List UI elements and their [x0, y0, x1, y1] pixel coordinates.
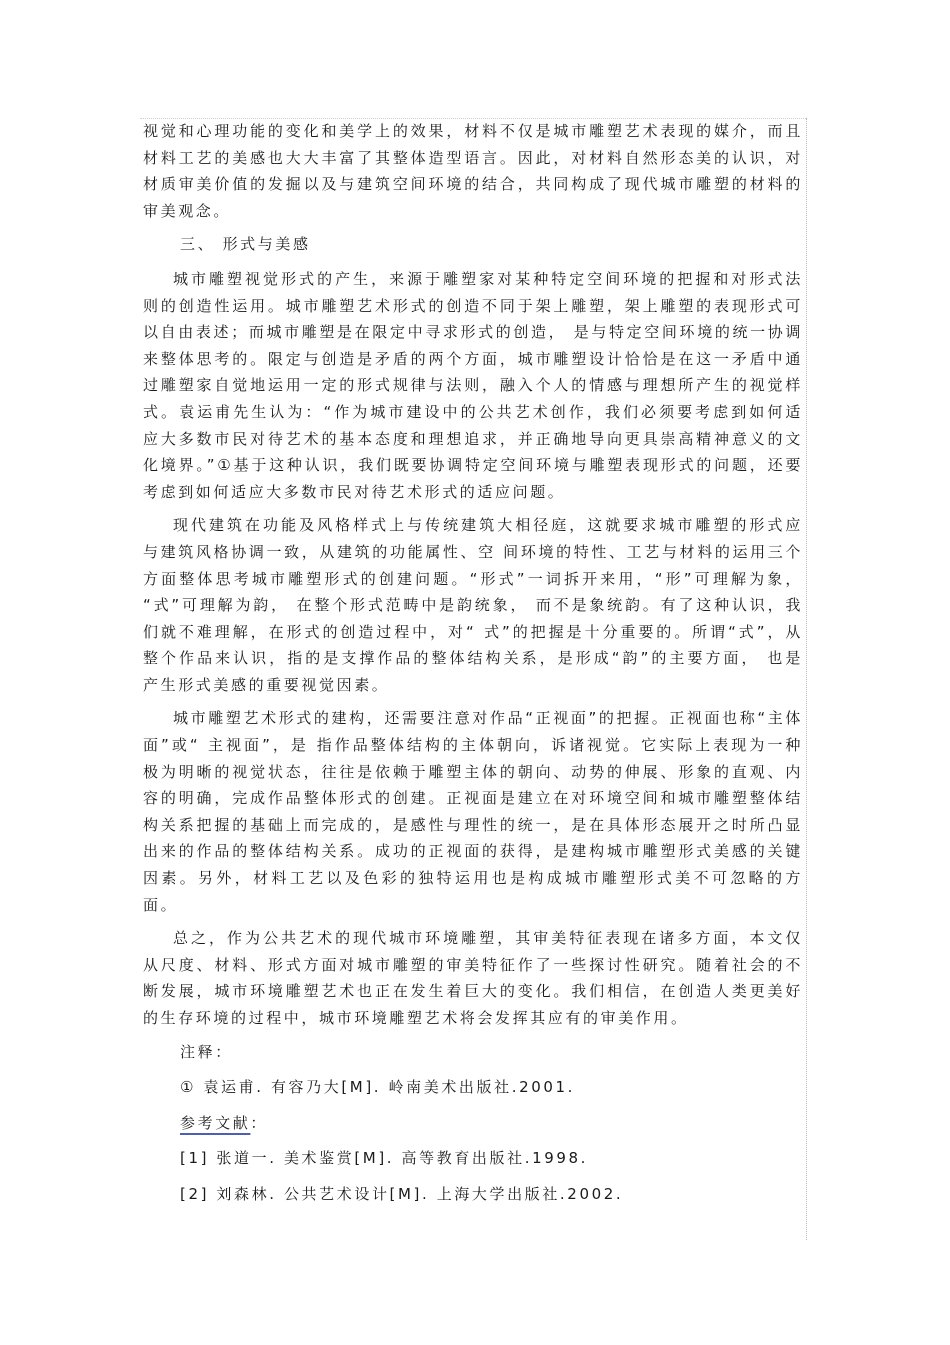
references-title: 参考文献: [180, 1113, 251, 1132]
section-heading-form-and-beauty: 三、 形式与美感: [180, 235, 311, 254]
paragraph-front-view: 城市雕塑艺术形式的建构，还需要注意对作品“正视面”的把握。正视面也称“主体面”或“ 主视面”，是 指作品整体结构的主体朝向，诉诸视觉。它实际上表现为一种极为明晰的视觉状态，往往是依赖于雕塑主体的朝向、动势的伸展、形象的直观、内容的明确，完成作品整体形式的创建。正视面是建立在对环境空间和城市雕塑整体结构关系把握的基础上而完成的，是感性与理性的统一，是在具体形态展开之时所凸显出来的作品的整体结构关系。成功的正视面的获得，是建构城市雕塑形式美感的关键因素。另外，材料工艺以及色彩的独特运用也是构成城市雕塑形式美不可忽略的方面。: [143, 709, 803, 914]
notes-title: 注释：: [180, 1042, 233, 1061]
reference-item-1: [1] 张道一. 美术鉴赏[M]. 高等教育出版社.1998.: [180, 1149, 589, 1168]
paragraph-summary: 总之，作为公共艺术的现代城市环境雕塑，其审美特征表现在诸多方面，本文仅从尺度、材料、形式方面对城市雕塑的审美特征作了一些探讨性研究。随着社会的不断发展，城市环境雕塑艺术也正在发生着巨大的变化。我们相信，在创造人类更美好的生存环境的过程中，城市环境雕塑艺术将会发挥其应有的审美作用。: [143, 929, 803, 1027]
reference-item-2: [2] 刘森林. 公共艺术设计[M]. 上海大学出版社.2002.: [180, 1184, 624, 1203]
page-frame-right-border: [806, 118, 807, 1240]
references-title-colon: ：: [250, 1113, 269, 1132]
paragraph-materials-conclusion: 视觉和心理功能的变化和美学上的效果，材料不仅是城市雕塑艺术表现的媒介，而且材料工艺的美感也大大丰富了其整体造型语言。因此，对材料自然形态美的认识，对材质审美价值的发掘以及与建筑空间环境的结合，共同构成了现代城市雕塑的材料的审美观念。: [143, 122, 803, 220]
note-item-1: ① 袁运甫. 有容乃大[M]. 岭南美术出版社.2001.: [180, 1078, 576, 1097]
paragraph-modern-architecture: 现代建筑在功能及风格样式上与传统建筑大相径庭，这就要求城市雕塑的形式应与建筑风格协调一致，从建筑的功能属性、空 间环境的特性、工艺与材料的运用三个方面整体思考城市雕塑形式的创建问题。“形式”一词拆开来用，“形”可理解为象， “式”可理解为韵， 在整个形式范畴中是韵统象， 而不是象统韵。有了这种认识，我们就不难理解，在形式的创造过程中，对“ 式”的把握是十分重要的。所谓“式”，从 整个作品来认识，指的是支撑作品的整体结构关系，是形成“韵”的主要方面， 也是产生形式美感的重要视觉因素。: [143, 516, 803, 694]
paragraph-visual-form-origin: 城市雕塑视觉形式的产生，来源于雕塑家对某种特定空间环境的把握和对形式法则的创造性运用。城市雕塑艺术形式的创造不同于架上雕塑，架上雕塑的表现形式可以自由表述；而城市雕塑是在限定中寻求形式的创造， 是与特定空间环境的统一协调来整体思考的。限定与创造是矛盾的两个方面，城市雕塑设计恰恰是在这一矛盾中通过雕塑家自觉地运用一定的形式规律与法则，融入个人的情感与理想所产生的视觉样式。袁运甫先生认为：“作为城市建设中的公共艺术创作，我们必须要考虑到如何适应大多数市民对待艺术的基本态度和理想追求，并正确地导向更具崇高精神意义的文化境界。”①基于这种认识，我们既要协调特定空间环境与雕塑表现形式的问题，还要考虑到如何适应大多数市民对待艺术形式的适应问题。: [143, 269, 803, 501]
article-body: [143, 118, 803, 1217]
references-heading: [143, 1110, 803, 1137]
